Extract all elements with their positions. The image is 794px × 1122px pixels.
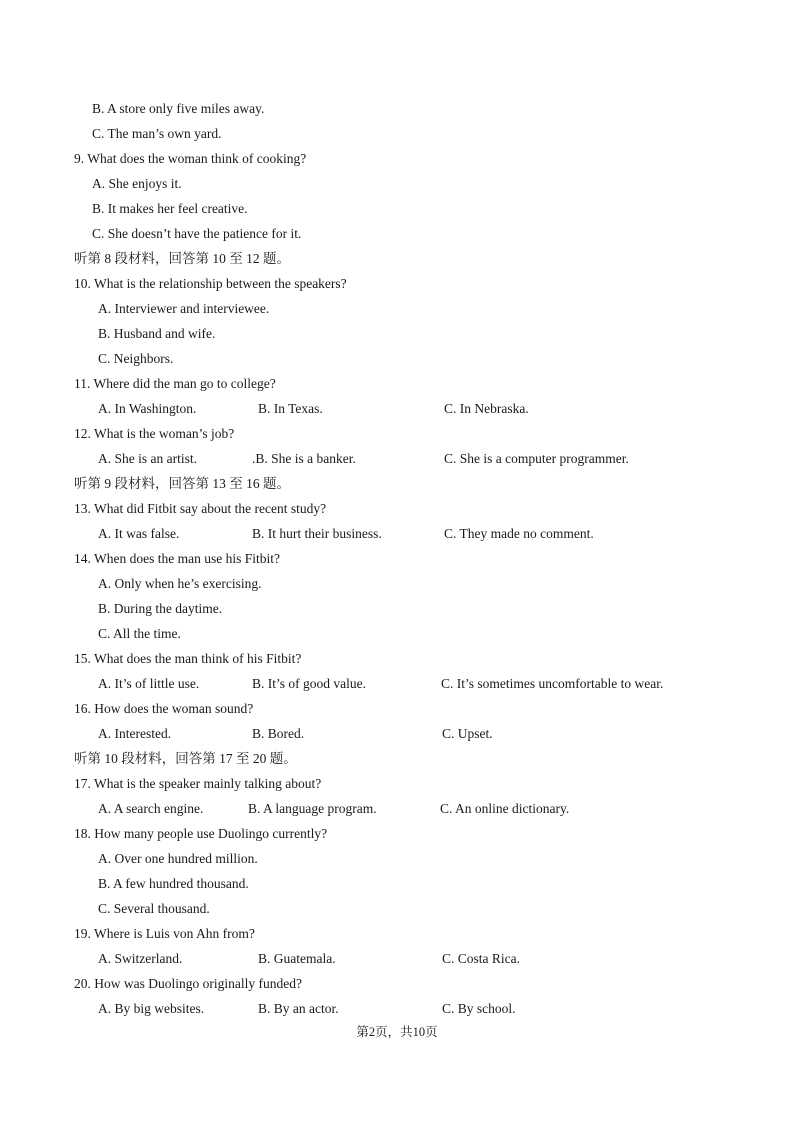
option-14b: B. During the daytime.	[98, 601, 223, 616]
section-instruction-8: 听第 8 段材料，回答第 10 至 12 题。	[74, 251, 290, 266]
option-19b: B. Guatemala.	[258, 951, 336, 966]
option-19a: A. Switzerland.	[98, 951, 183, 966]
question-13: 13. What did Fitbit say about the recent study?	[74, 501, 327, 516]
option-8b: B. A store only five miles away.	[92, 101, 265, 116]
option-13b: B. It hurt their business.	[252, 526, 382, 541]
option-19c: C. Costa Rica.	[442, 951, 520, 966]
option-17a: A. A search engine.	[98, 801, 204, 816]
option-18c: C. Several thousand.	[98, 901, 210, 916]
option-14c: C. All the time.	[98, 626, 181, 641]
option-9b: B. It makes her feel creative.	[92, 201, 248, 216]
question-20: 20. How was Duolingo originally funded?	[74, 976, 302, 991]
option-20a: A. By big websites.	[98, 1001, 205, 1016]
question-16: 16. How does the woman sound?	[74, 701, 254, 716]
option-9c: C. She doesn’t have the patience for it.	[92, 226, 302, 241]
option-12a: A. She is an artist.	[98, 451, 197, 466]
question-18: 18. How many people use Duolingo currently?	[74, 826, 328, 841]
question-9: 9. What does the woman think of cooking?	[74, 151, 307, 166]
option-11a: A. In Washington.	[98, 401, 197, 416]
question-15: 15. What does the man think of his Fitbit?	[74, 651, 302, 666]
section-instruction-10: 听第 10 段材料，回答第 17 至 20 题。	[74, 751, 297, 766]
option-10b: B. Husband and wife.	[98, 326, 216, 341]
option-16c: C. Upset.	[442, 726, 493, 741]
option-11b: B. In Texas.	[258, 401, 323, 416]
option-20b: B. By an actor.	[258, 1001, 339, 1016]
option-13c: C. They made no comment.	[444, 526, 594, 541]
option-13a: A. It was false.	[98, 526, 180, 541]
question-14: 14. When does the man use his Fitbit?	[74, 551, 280, 566]
question-10: 10. What is the relationship between the speakers?	[74, 276, 347, 291]
option-14a: A. Only when he’s exercising.	[98, 576, 262, 591]
page-footer: 第2页，共10页	[356, 1025, 438, 1039]
option-10a: A. Interviewer and interviewee.	[98, 301, 270, 316]
section-instruction-9: 听第 9 段材料，回答第 13 至 16 题。	[74, 476, 290, 491]
question-12: 12. What is the woman’s job?	[74, 426, 235, 441]
question-19: 19. Where is Luis von Ahn from?	[74, 926, 255, 941]
option-17c: C. An online dictionary.	[440, 801, 570, 816]
option-15c: C. It’s sometimes uncomfortable to wear.	[441, 676, 664, 691]
option-15a: A. It’s of little use.	[98, 676, 200, 691]
option-18a: A. Over one hundred million.	[98, 851, 258, 866]
option-20c: C. By school.	[442, 1001, 516, 1016]
option-9a: A. She enjoys it.	[92, 176, 182, 191]
option-16a: A. Interested.	[98, 726, 172, 741]
option-12c: C. She is a computer programmer.	[444, 451, 629, 466]
question-11: 11. Where did the man go to college?	[74, 376, 276, 391]
option-12b: .B. She is a banker.	[252, 451, 356, 466]
option-10c: C. Neighbors.	[98, 351, 174, 366]
option-16b: B. Bored.	[252, 726, 305, 741]
question-17: 17. What is the speaker mainly talking about?	[74, 776, 322, 791]
option-18b: B. A few hundred thousand.	[98, 876, 249, 891]
option-15b: B. It’s of good value.	[252, 676, 366, 691]
option-11c: C. In Nebraska.	[444, 401, 529, 416]
option-8c: C. The man’s own yard.	[92, 126, 222, 141]
option-17b: B. A language program.	[248, 801, 377, 816]
